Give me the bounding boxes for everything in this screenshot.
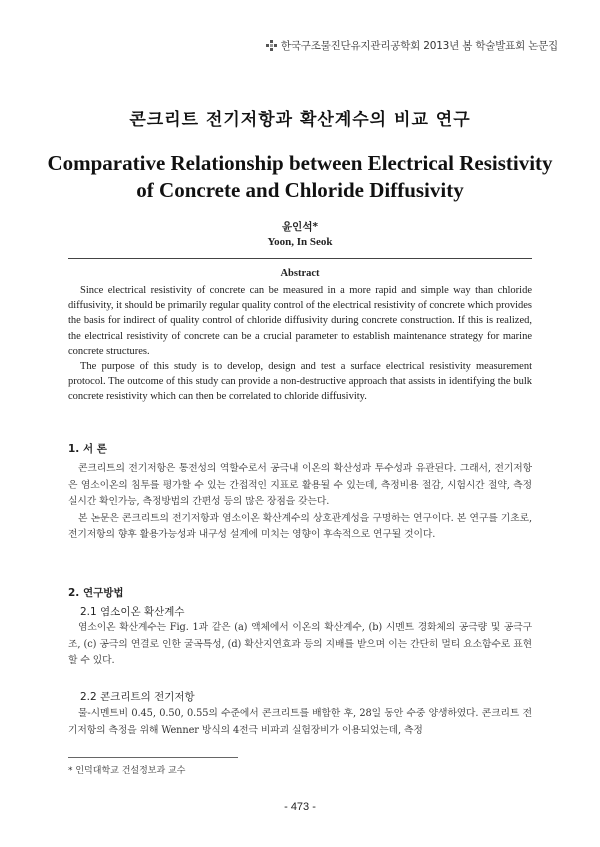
title-korean: 콘크리트 전기저항과 확산계수의 비교 연구: [129, 110, 471, 130]
header-text: 한국구조물진단유지관리공학회 2013년 봄 학술발표회 논문집: [280, 40, 558, 52]
abstract-body: [68, 283, 532, 405]
resistivity-body: [68, 706, 532, 739]
author-name-korean: 윤인석*: [282, 221, 318, 233]
subsection-heading-resistivity: 2.2 콘크리트의 전기저항: [80, 691, 195, 703]
header-divider: [68, 258, 532, 259]
running-header: [266, 38, 558, 53]
body-paragraph: 본 논문은 콘크리트의 전기저항과 염소이온 확산계수의 상호관계성을 구명하는 연구이다. 본 연구를 기초로, 전기저항의 향후 활용가능성과 내구성 설계에 미치는 영향이 후속적으로 연구될 것이다.: [68, 512, 532, 541]
body-paragraph: 콘크리트의 전기저항은 통전성의 역할수로서 공극내 이온의 확산성과 투수성과 유관된다. 그래서, 전기저항은 염소이온의 침투를 평가할 수 있는 간접적인 지표로 활용될 수 있는데, 측정비용 절감, 시험시간 절약, 측정 실시간 확인가능, 측정방법의 간편성 등의 많은 장점을 갖는다.: [68, 463, 532, 508]
title-english: Comparative Relationship between Electrical Resistivity of Concrete and Chloride Diffusivity: [47, 151, 553, 202]
abstract-paragraph: The purpose of this study is to develop, design and test a surface electrical resistivity measurement protocol. The outcome of this study can provide a non-destructive approach that assists in identifying the bulk concrete resistivity which can then be correlated to chloride diffusivity.: [68, 361, 532, 403]
body-paragraph: 물-시멘트비 0.45, 0.50, 0.55의 수준에서 콘크리트를 배합한 후, 28일 동안 수중 양생하였다. 콘크리트 전기저항의 측정을 위해 Wenner 방식의 4전극 비파괴 실험장비가 이용되었는데, 측정: [68, 708, 532, 736]
page-number: - 473 -: [284, 801, 316, 813]
introduction-body: [68, 461, 532, 544]
abstract-paragraph: Since electrical resistivity of concrete can be measured in a more rapid and simple way than chloride diffusivity, it should be primarily regular quality control of the electrical resistivity of concrete which provides the basis for indirect of quality control of chloride diffusivity during concrete construction. If this is realized, the electrical resistivity of concrete can be a crucial parameter to establish maintenance strategy for marine concrete structures.: [68, 285, 532, 357]
section-heading-introduction: 1. 서 론: [68, 443, 107, 455]
subsection-heading-diffusivity: 2.1 염소이온 확산계수: [80, 606, 185, 618]
footnote: * 인덕대학교 건설정보과 교수: [68, 766, 186, 776]
footnote-divider: [68, 757, 238, 758]
diamond-squares-icon: [266, 40, 277, 51]
abstract-heading: Abstract: [280, 268, 320, 279]
body-paragraph: 염소이온 확산계수는 Fig. 1과 같은 (a) 액체에서 이온의 확산계수, (b) 시멘트 경화체의 공극량 및 공극구조, (c) 공극의 연결로 인한 굴곡특성, (d) 확산지연효과 등의 지배를 받으며 이는 간단히 멀티 요소함수로 표현할 수 있다.: [68, 622, 532, 667]
author-name-english: Yoon, In Seok: [267, 236, 333, 248]
diffusivity-body: [68, 620, 532, 670]
section-heading-methods: 2. 연구방법: [68, 587, 124, 599]
